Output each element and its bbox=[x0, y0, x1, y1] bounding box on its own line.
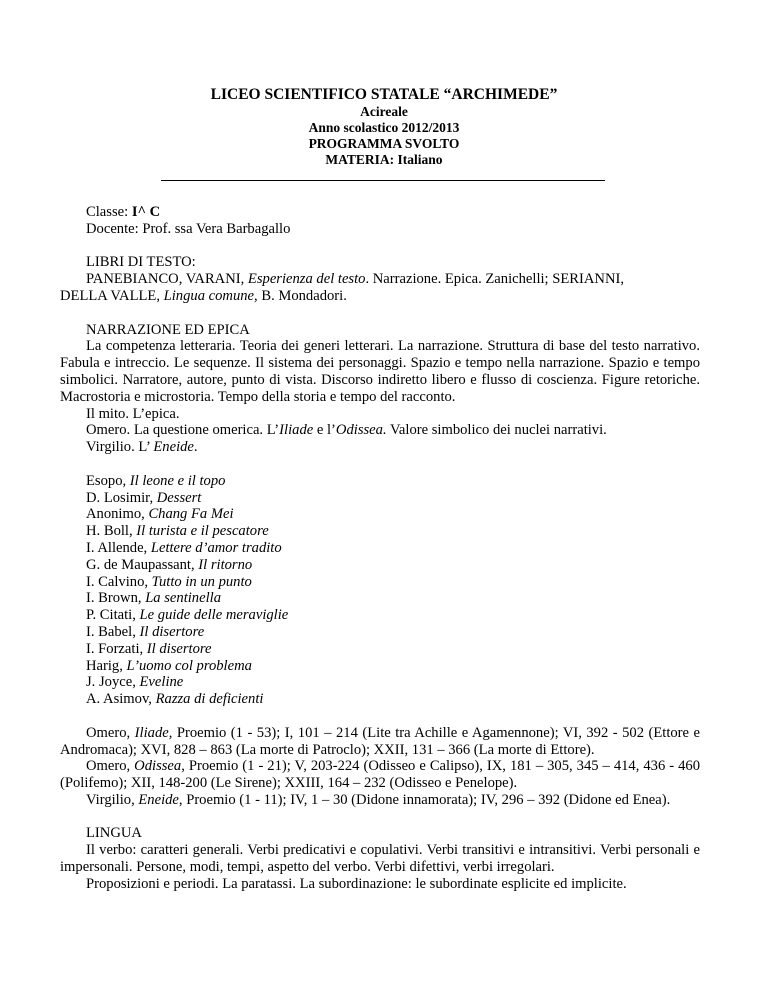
class-value: I^ C bbox=[131, 204, 161, 220]
reading-item: P. Citati, Le guide delle meraviglie bbox=[86, 607, 289, 624]
teacher-line: Docente: Prof. ssa Vera Barbagallo bbox=[86, 220, 291, 237]
odyssey-passages: Omero, Odissea, Proemio (1 - 21); V, 203-224 (Odisseo e Calipso), IX, 181 – 305, 345 – 414, 436 - 460 (Polifemo); XII, 148-200 (Le Sirene); XXIII, 164 – 232 (Odisseo e Penelope). bbox=[60, 758, 700, 792]
reading-item: I. Allende, Lettere d’amor tradito bbox=[86, 539, 282, 556]
class-label: Classe: bbox=[86, 204, 129, 220]
mito-line: Il mito. L’epica. bbox=[86, 405, 180, 422]
aeneid-passages: Virgilio, Eneide, Proemio (1 - 11); IV, 1 – 30 (Didone innamorata); IV, 296 – 392 (Didone ed Enea). bbox=[86, 791, 671, 808]
textbook-title-2: Lingua comune, bbox=[163, 287, 258, 304]
subject: MATERIA: Italiano bbox=[325, 152, 443, 167]
school-name: LICEO SCIENTIFICO STATALE “ARCHIMEDE” bbox=[210, 86, 558, 103]
reading-item: A. Asimov, Razza di deficienti bbox=[86, 691, 264, 708]
reading-item: I. Brown, La sentinella bbox=[86, 590, 221, 607]
narrazione-heading: NARRAZIONE ED EPICA bbox=[86, 321, 250, 338]
omero-line: Omero. La questione omerica. L’Iliade e l’Odissea. Valore simbolico dei nuclei narrativi. bbox=[86, 422, 607, 439]
reading-item: Harig, L’uomo col problema bbox=[86, 657, 252, 674]
lingua-heading: LINGUA bbox=[86, 825, 142, 842]
iliad-passages: Omero, Iliade, Proemio (1 - 53); I, 101 – 214 (Lite tra Achille e Agamennone); VI, 392 - 502 (Ettore e Andromaca); XVI, 828 – 863 (La morte di Patroclo); XXII, 131 – 366 (La morte di Ettore). bbox=[60, 724, 700, 758]
reading-item: I. Babel, Il disertore bbox=[86, 623, 205, 640]
reading-item: Esopo, Il leone e il topo bbox=[86, 472, 226, 489]
document-body bbox=[60, 204, 700, 893]
textbooks-line-1: PANEBIANCO, VARANI, Esperienza del testo. Narrazione. Epica. Zanichelli; SERIANNI, bbox=[86, 271, 625, 288]
reading-item: H. Boll, Il turista e il pescatore bbox=[86, 523, 269, 540]
reading-item: G. de Maupassant, Il ritorno bbox=[86, 556, 253, 573]
header-divider bbox=[161, 180, 605, 181]
virgilio-line: Virgilio. L’ Eneide. bbox=[86, 439, 198, 456]
document-header bbox=[0, 86, 768, 168]
class-line bbox=[60, 204, 700, 221]
reading-item: I. Calvino, Tutto in un punto bbox=[86, 573, 252, 590]
reading-item: I. Forzati, Il disertore bbox=[86, 640, 212, 657]
textbooks-line-2: DELLA VALLE, Lingua comune, B. Mondadori. bbox=[60, 287, 347, 304]
reading-item: J. Joyce, Eveline bbox=[86, 674, 184, 691]
document-title: PROGRAMMA SVOLTO bbox=[308, 136, 460, 151]
reading-item: Anonimo, Chang Fa Mei bbox=[86, 506, 234, 523]
textbook-title-1: Esperienza del testo bbox=[247, 271, 366, 288]
reading-item: D. Losimir, Dessert bbox=[86, 489, 202, 506]
lingua-paragraph-1: Il verbo: caratteri generali. Verbi predicativi e copulativi. Verbi transitivi e intransitivi. Verbi personali e impersonali. Persone, modi, tempi, aspetto del verbo. Verbi difettivi, verbi irregolari. bbox=[60, 842, 700, 876]
school-year: Anno scolastico 2012/2013 bbox=[308, 120, 460, 135]
textbooks-heading: LIBRI DI TESTO: bbox=[86, 254, 196, 271]
city: Acireale bbox=[360, 104, 408, 119]
narrazione-paragraph: La competenza letteraria. Teoria dei generi letterari. La narrazione. Struttura di base del testo narrativo. Fabula e intreccio. Le sequenze. Il sistema dei personaggi. Spazio e tempo nella narrazione. Spazio e tempo simbolici. Narratore, autore, punto di vista. Discorso indiretto libero e flusso di coscienza. Figure retoriche. Macrostoria e microstoria. Tempo della storia e tempo del racconto. bbox=[60, 338, 700, 405]
readings-list bbox=[60, 473, 700, 708]
lingua-paragraph-2: Proposizioni e periodi. La paratassi. La subordinazione: le subordinate esplicite ed implicite. bbox=[86, 875, 627, 892]
